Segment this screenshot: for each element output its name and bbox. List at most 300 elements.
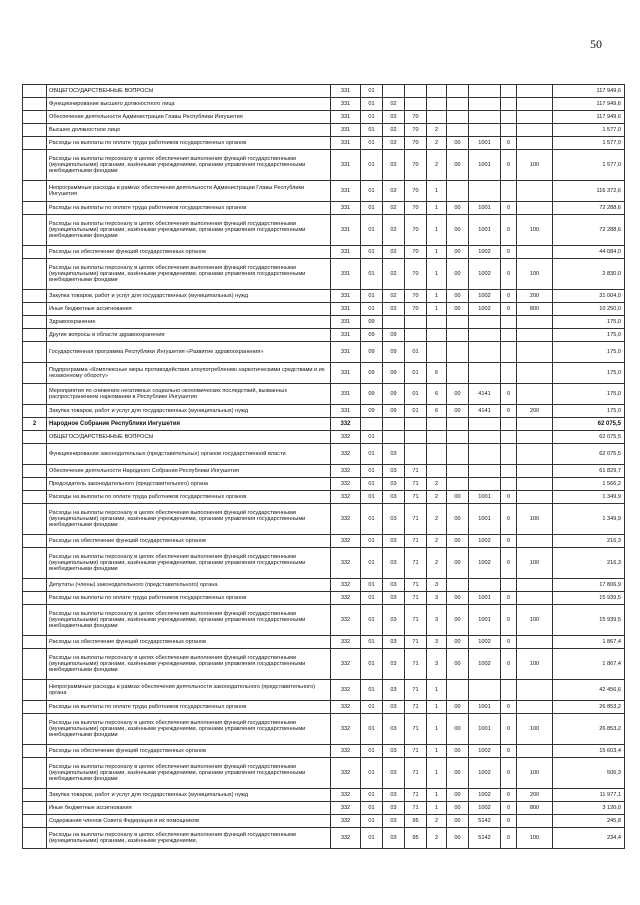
cell-n [23,405,47,418]
cell-c3 [447,124,469,137]
cell-c5: 0 [501,405,517,418]
cell-vr: 100 [517,649,553,680]
cell-c4 [469,680,501,701]
cell-c1: 71 [405,579,427,592]
cell-n [23,303,47,316]
table-row [23,290,625,303]
cell-rz: 01 [361,579,383,592]
cell-c1: 70 [405,137,427,150]
cell-c5: 0 [501,714,517,745]
cell-n [23,789,47,802]
cell-c1: 70 [405,303,427,316]
cell-n [23,137,47,150]
cell-c5 [501,363,517,384]
cell-vr [517,535,553,548]
cell-n [23,802,47,815]
cell-c2: 1 [427,714,447,745]
cell-name: Расходы на выплаты персоналу в целях обеспечения выполнения функций государственными (муниципальными) органами, казёнными учреждениями, органами управления государственными внебюджетными фондами [47,758,331,789]
cell-n [23,431,47,444]
cell-name: Расходы на обеспечение функций государственных органов [47,535,331,548]
cell-vr [517,246,553,259]
cell-rz: 01 [361,605,383,636]
cell-c3: 00 [447,649,469,680]
cell-name: Расходы на выплаты персоналу в целях обеспечения выполнения функций государственными (муниципальными) органами, казёнными учреждениями, [47,828,331,849]
cell-c5 [501,465,517,478]
cell-c1: 71 [405,605,427,636]
cell-c3: 00 [447,535,469,548]
cell-rz: 09 [361,329,383,342]
cell-rz: 01 [361,98,383,111]
cell-vr [517,124,553,137]
cell-sum: 175,0 [553,316,625,329]
cell-pr: 03 [383,828,405,849]
cell-c5: 0 [501,701,517,714]
cell-sum: 26 853,2 [553,714,625,745]
cell-vr: 100 [517,758,553,789]
cell-pr: 02 [383,150,405,181]
cell-c4 [469,465,501,478]
cell-sum: 1 577,0 [553,124,625,137]
cell-c4 [469,478,501,491]
cell-ved: 331 [331,342,361,363]
cell-c2: 1 [427,758,447,789]
cell-ved: 332 [331,701,361,714]
cell-vr: 100 [517,828,553,849]
cell-c2: 6 [427,405,447,418]
cell-name: Расходы на обеспечение функций государственных органов [47,636,331,649]
cell-c3: 00 [447,504,469,535]
cell-name: Расходы на выплаты по оплате труда работников государственных органов [47,701,331,714]
cell-ved: 331 [331,202,361,215]
cell-pr: 03 [383,789,405,802]
cell-ved: 331 [331,215,361,246]
cell-c2: 1 [427,789,447,802]
cell-rz: 01 [361,444,383,465]
cell-rz: 09 [361,384,383,405]
table-row [23,802,625,815]
cell-pr: 03 [383,745,405,758]
cell-c5: 0 [501,259,517,290]
table-row [23,504,625,535]
cell-n: 2 [23,418,47,431]
cell-n [23,202,47,215]
cell-c5: 0 [501,649,517,680]
cell-vr [517,431,553,444]
cell-vr [517,592,553,605]
cell-pr: 03 [383,465,405,478]
cell-sum: 62 075,5 [553,444,625,465]
cell-pr: 02 [383,111,405,124]
cell-n [23,384,47,405]
cell-n [23,478,47,491]
cell-vr: 100 [517,548,553,579]
cell-c5 [501,181,517,202]
cell-pr: 03 [383,579,405,592]
cell-vr: 200 [517,405,553,418]
cell-vr [517,363,553,384]
cell-c3: 00 [447,150,469,181]
cell-vr [517,478,553,491]
cell-rz: 01 [361,202,383,215]
cell-c4: 1002 [469,758,501,789]
cell-name: Председатель законодательного (представительного) органа [47,478,331,491]
cell-pr: 09 [383,363,405,384]
cell-n [23,579,47,592]
cell-c5 [501,316,517,329]
cell-name: Содержание членов Совета Федерации и их помощников [47,815,331,828]
cell-pr: 02 [383,246,405,259]
cell-c4: 1002 [469,789,501,802]
cell-n [23,605,47,636]
cell-name: Расходы на выплаты персоналу в целях обеспечения выполнения функций государственными (муниципальными) органами, казёнными учреждениями, органами управления государственными внебюджетными фондами [47,504,331,535]
cell-ved: 332 [331,649,361,680]
cell-ved: 332 [331,444,361,465]
cell-c3 [447,579,469,592]
cell-sum: 1 577,0 [553,137,625,150]
cell-pr: 02 [383,137,405,150]
cell-rz: 01 [361,680,383,701]
cell-c5: 0 [501,605,517,636]
cell-vr: 100 [517,259,553,290]
cell-c2: 3 [427,636,447,649]
cell-c3 [447,418,469,431]
cell-c4: 1001 [469,504,501,535]
table-row [23,815,625,828]
cell-sum: 17 806,9 [553,579,625,592]
cell-name: Функционирование законодательных (представительных) органов государственной власти [47,444,331,465]
cell-sum: 15 603,4 [553,745,625,758]
cell-c2: 1 [427,802,447,815]
cell-n [23,758,47,789]
cell-c2: 2 [427,828,447,849]
cell-pr: 03 [383,680,405,701]
table-row [23,418,625,431]
cell-vr [517,137,553,150]
cell-c3: 00 [447,745,469,758]
cell-c3: 00 [447,303,469,316]
cell-c2: 2 [427,124,447,137]
cell-pr: 02 [383,124,405,137]
cell-sum: 72 288,6 [553,215,625,246]
table-row [23,181,625,202]
cell-sum: 61 829,7 [553,465,625,478]
cell-n [23,259,47,290]
cell-c5: 0 [501,246,517,259]
cell-name: Расходы на выплаты персоналу в целях обеспечения выполнения функций государственными (муниципальными) органами, казёнными учреждениями, органами управления государственными внебюджетными фондами [47,605,331,636]
cell-rz: 01 [361,548,383,579]
table-row [23,680,625,701]
cell-c2: 1 [427,202,447,215]
cell-pr: 02 [383,303,405,316]
cell-c1 [405,329,427,342]
table-row [23,548,625,579]
cell-ved: 332 [331,789,361,802]
cell-c3: 00 [447,815,469,828]
cell-rz: 01 [361,215,383,246]
cell-c4: 1001 [469,605,501,636]
cell-c1: 95 [405,828,427,849]
cell-c4: 1002 [469,290,501,303]
cell-c3: 00 [447,592,469,605]
cell-vr [517,418,553,431]
cell-pr: 03 [383,592,405,605]
cell-n [23,745,47,758]
cell-c4: 1001 [469,215,501,246]
cell-c5: 0 [501,290,517,303]
cell-name: Функционирование высшего должностного лица [47,98,331,111]
cell-c1: 70 [405,111,427,124]
table-row [23,303,625,316]
cell-sum: 117 949,6 [553,98,625,111]
cell-sum: 2 830,0 [553,259,625,290]
table-row [23,363,625,384]
cell-vr [517,384,553,405]
cell-c5 [501,444,517,465]
cell-vr: 200 [517,290,553,303]
cell-c5 [501,680,517,701]
cell-sum: 506,3 [553,758,625,789]
cell-sum: 1 867,4 [553,636,625,649]
cell-name: Расходы на выплаты по оплате труда работников государственных органов [47,137,331,150]
cell-c4: 1002 [469,535,501,548]
cell-c1: 71 [405,745,427,758]
table-row [23,85,625,98]
cell-rz: 01 [361,491,383,504]
cell-c5: 0 [501,215,517,246]
cell-c3 [447,478,469,491]
table-row [23,535,625,548]
cell-ved: 332 [331,605,361,636]
cell-c5: 0 [501,592,517,605]
cell-name: Расходы на выплаты по оплате труда работников государственных органов [47,202,331,215]
cell-name: Расходы на выплаты по оплате труда работников государственных органов [47,491,331,504]
cell-ved: 331 [331,98,361,111]
cell-c1: 70 [405,215,427,246]
cell-n [23,535,47,548]
cell-c2 [427,329,447,342]
cell-c3: 00 [447,802,469,815]
cell-ved: 332 [331,418,361,431]
cell-rz: 01 [361,137,383,150]
cell-name: Государственная программа Республики Ингушетия «Развитие здравоохранения» [47,342,331,363]
cell-c3: 00 [447,290,469,303]
cell-c3: 00 [447,548,469,579]
cell-c4 [469,363,501,384]
cell-sum: 216,3 [553,548,625,579]
cell-pr: 03 [383,504,405,535]
cell-ved: 332 [331,465,361,478]
cell-rz: 01 [361,714,383,745]
cell-c4: 1002 [469,246,501,259]
cell-pr: 09 [383,384,405,405]
table-row [23,342,625,363]
cell-c4: 1002 [469,745,501,758]
cell-c5 [501,85,517,98]
cell-rz: 01 [361,649,383,680]
cell-sum: 10 250,0 [553,303,625,316]
cell-rz: 01 [361,181,383,202]
cell-c2 [427,98,447,111]
cell-c4 [469,85,501,98]
cell-vr: 100 [517,150,553,181]
cell-vr: 100 [517,605,553,636]
table-row [23,259,625,290]
cell-ved: 331 [331,85,361,98]
cell-sum: 11 977,1 [553,789,625,802]
cell-sum: 44 084,0 [553,246,625,259]
table-row [23,150,625,181]
cell-name: Расходы на выплаты персоналу в целях обеспечения выполнения функций государственными (муниципальными) органами, казёнными учреждениями, органами управления государственными внебюджетными фондами [47,259,331,290]
cell-n [23,150,47,181]
cell-c2: 2 [427,535,447,548]
cell-ved: 332 [331,758,361,789]
cell-sum: 234,4 [553,828,625,849]
budget-table [22,84,625,849]
cell-c2: 3 [427,605,447,636]
cell-sum: 42 456,6 [553,680,625,701]
table-row [23,714,625,745]
cell-rz: 01 [361,246,383,259]
cell-n [23,680,47,701]
cell-c1: 71 [405,504,427,535]
cell-sum: 62 075,5 [553,418,625,431]
cell-sum: 1 566,2 [553,478,625,491]
cell-c2 [427,418,447,431]
cell-name: Расходы на выплаты персоналу в целях обеспечения выполнения функций государственными (муниципальными) органами, казёнными учреждениями, органами управления государственными внебюджетными фондами [47,548,331,579]
cell-c1: 71 [405,636,427,649]
cell-c5 [501,431,517,444]
cell-sum: 1 867,4 [553,649,625,680]
cell-ved: 331 [331,316,361,329]
cell-sum: 1 349,9 [553,491,625,504]
cell-c3 [447,680,469,701]
cell-c1: 71 [405,535,427,548]
cell-name: Расходы на обеспечение функций государственных органов [47,745,331,758]
cell-ved: 331 [331,363,361,384]
cell-c2: 1 [427,303,447,316]
cell-c3: 00 [447,405,469,418]
cell-c4: 1002 [469,649,501,680]
cell-c4: 5142 [469,828,501,849]
cell-sum: 245,8 [553,815,625,828]
cell-vr [517,342,553,363]
cell-rz: 01 [361,111,383,124]
cell-c5: 0 [501,802,517,815]
cell-pr: 03 [383,815,405,828]
cell-c1: 71 [405,548,427,579]
cell-pr: 03 [383,714,405,745]
cell-n [23,290,47,303]
cell-pr: 03 [383,478,405,491]
table-row [23,592,625,605]
cell-n [23,98,47,111]
cell-c2: 1 [427,246,447,259]
cell-rz: 01 [361,592,383,605]
cell-ved: 332 [331,431,361,444]
table-row [23,137,625,150]
cell-n [23,363,47,384]
cell-c5: 0 [501,745,517,758]
cell-ved: 331 [331,290,361,303]
cell-ved: 332 [331,535,361,548]
cell-ved: 331 [331,246,361,259]
cell-c3: 00 [447,137,469,150]
cell-n [23,124,47,137]
cell-c4: 4141 [469,405,501,418]
cell-sum: 1 577,0 [553,150,625,181]
cell-vr [517,465,553,478]
cell-c4: 1002 [469,636,501,649]
cell-n [23,246,47,259]
cell-rz: 09 [361,405,383,418]
cell-c3: 00 [447,246,469,259]
cell-vr: 100 [517,714,553,745]
cell-sum: 3 120,0 [553,802,625,815]
cell-c5: 0 [501,384,517,405]
cell-c4: 1002 [469,802,501,815]
cell-ved: 332 [331,592,361,605]
table-row [23,124,625,137]
cell-c4 [469,444,501,465]
cell-c5 [501,478,517,491]
page-number: 50 [590,37,602,51]
cell-pr: 02 [383,98,405,111]
table-row [23,828,625,849]
cell-c5: 0 [501,504,517,535]
cell-c2: 1 [427,290,447,303]
cell-sum: 117 949,6 [553,111,625,124]
cell-rz: 01 [361,789,383,802]
cell-sum: 117 949,6 [553,85,625,98]
cell-c3 [447,444,469,465]
cell-c4: 1002 [469,259,501,290]
cell-c4 [469,431,501,444]
cell-ved: 332 [331,714,361,745]
cell-vr [517,85,553,98]
table-row [23,491,625,504]
cell-c3 [447,98,469,111]
cell-c5 [501,111,517,124]
cell-n [23,491,47,504]
cell-c3: 00 [447,491,469,504]
cell-name: Расходы на выплаты персоналу в целях обеспечения выполнения функций государственными (муниципальными) органами, казёнными учреждениями, органами управления государственными внебюджетными фондами [47,714,331,745]
cell-c1: 70 [405,181,427,202]
cell-rz: 01 [361,745,383,758]
cell-c1: 70 [405,150,427,181]
cell-n [23,548,47,579]
cell-vr [517,111,553,124]
cell-c5 [501,329,517,342]
cell-c5: 0 [501,303,517,316]
cell-c2: 2 [427,137,447,150]
cell-c2 [427,85,447,98]
cell-name: Непрограммные расходы в рамках обеспечения деятельности Администрации Главы Республики Ингушетия [47,181,331,202]
cell-c4: 1001 [469,714,501,745]
cell-c3: 00 [447,701,469,714]
cell-c2: 2 [427,815,447,828]
cell-name: Иные бюджетные ассигнования [47,303,331,316]
cell-c2: 6 [427,363,447,384]
cell-c2: 1 [427,181,447,202]
cell-n [23,342,47,363]
cell-rz: 09 [361,316,383,329]
cell-ved: 331 [331,405,361,418]
cell-c4 [469,111,501,124]
cell-sum: 175,0 [553,329,625,342]
cell-rz: 09 [361,363,383,384]
cell-pr: 03 [383,548,405,579]
cell-vr [517,316,553,329]
